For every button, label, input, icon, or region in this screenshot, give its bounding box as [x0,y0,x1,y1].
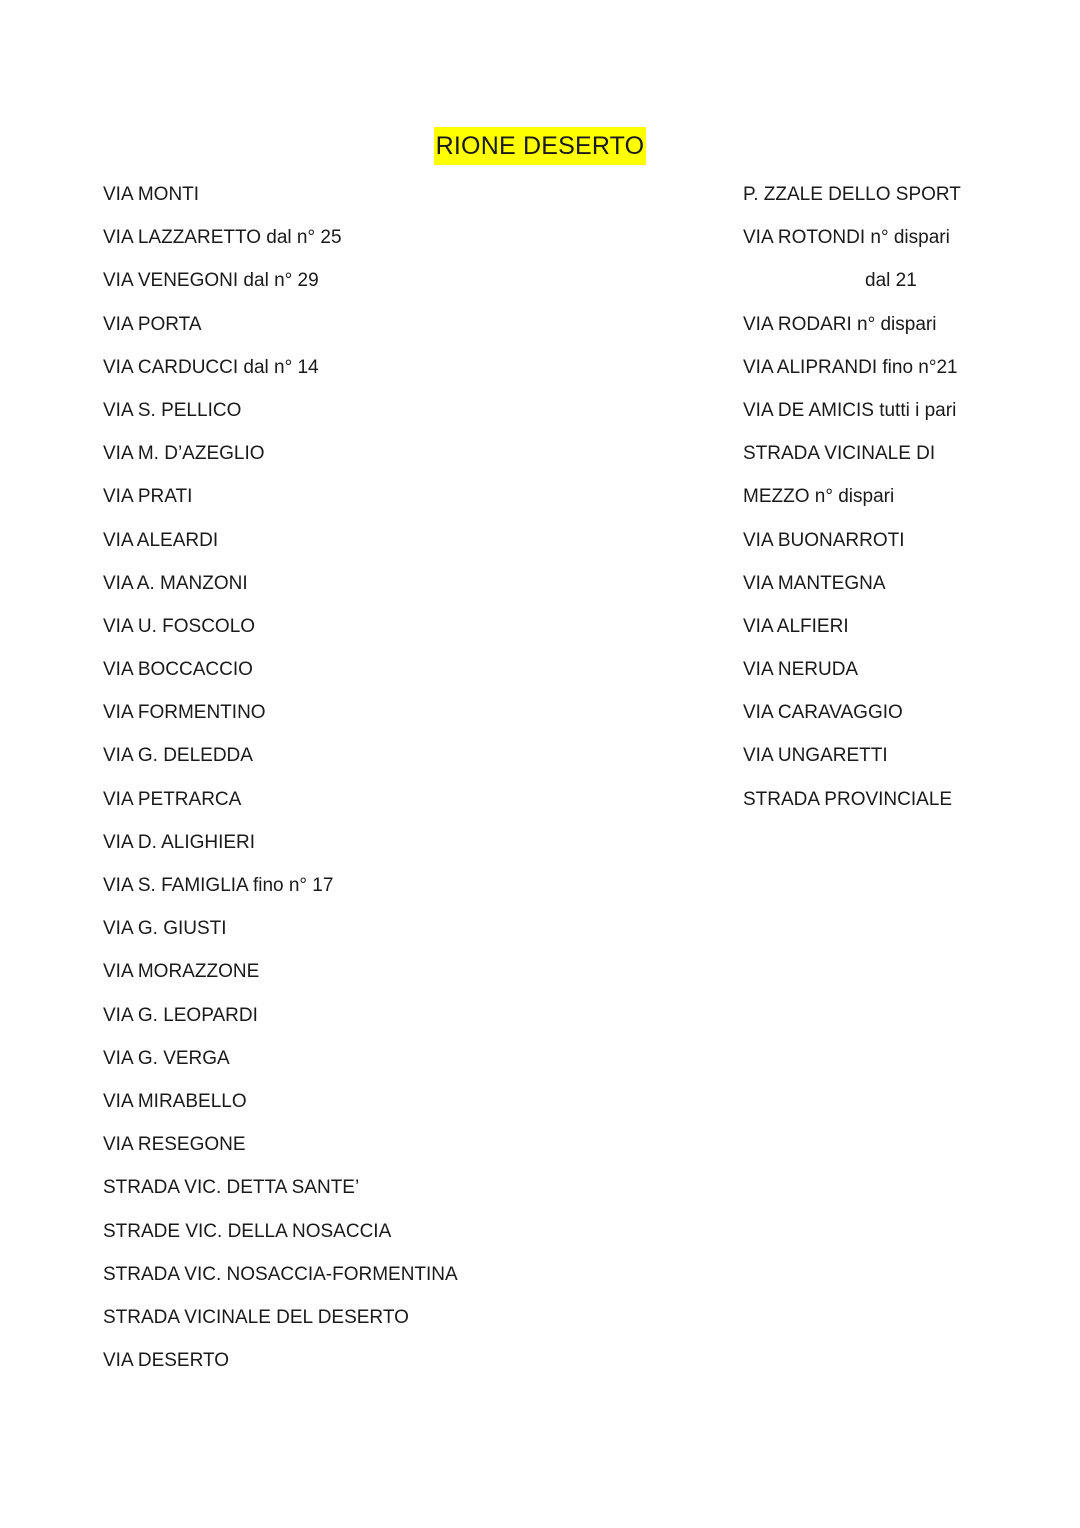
street-item: VIA DESERTO [103,1350,230,1372]
street-item: STRADA VIC. NOSACCIA-FORMENTINA [103,1263,458,1285]
street-item: VIA G. VERGA [103,1047,230,1069]
street-item: VIA VENEGONI dal n° 29 [103,270,319,292]
right-street-list [743,178,1073,826]
title-wrapper [0,127,1080,165]
street-item: VIA ALEARDI [103,529,219,551]
street-item: VIA LAZZARETTO dal n° 25 [103,227,342,249]
street-item: VIA ALIPRANDI fino n°21 [743,356,958,378]
street-item: VIA M. D’AZEGLIO [103,443,265,465]
street-item: VIA G. LEOPARDI [103,1004,258,1026]
street-item: VIA MORAZZONE [103,961,260,983]
street-item: VIA U. FOSCOLO [103,615,256,637]
street-item: VIA PORTA [103,313,202,335]
street-item: VIA MONTI [103,184,200,205]
street-item: STRADA VIC. DETTA SANTE’ [103,1177,360,1199]
street-item: VIA CARAVAGGIO [743,702,903,724]
street-item: VIA A. MANZONI [103,572,248,594]
street-item: STRADA VICINALE DI [743,443,936,465]
street-item: VIA NERUDA [743,659,859,681]
street-item: VIA RODARI n° dispari [743,313,937,335]
street-item: VIA G. GIUSTI [103,918,227,940]
street-item: VIA MIRABELLO [103,1090,247,1112]
street-item: VIA D. ALIGHIERI [103,831,256,853]
street-item: VIA RESEGONE [103,1134,246,1156]
street-item: VIA G. DELEDDA [103,745,253,767]
street-item: VIA FORMENTINO [103,702,266,724]
street-item: VIA MANTEGNA [743,572,886,594]
street-item: VIA PRATI [103,486,193,508]
street-item: VIA DE AMICIS tutti i pari [743,399,957,421]
street-item: VIA BOCCACCIO [103,659,253,681]
page-title: RIONE DESERTO [434,127,647,165]
street-item: VIA CARDUCCI dal n° 14 [103,356,319,378]
street-item: MEZZO n° dispari [743,486,895,508]
street-item: P. ZZALE DELLO SPORT [743,184,961,205]
street-item: VIA PETRARCA [103,788,242,810]
street-item: STRADE VIC. DELLA NOSACCIA [103,1220,392,1242]
street-item: VIA BUONARROTI [743,529,905,551]
street-item: STRADA VICINALE DEL DESERTO [103,1306,409,1328]
street-item: VIA ROTONDI n° dispari [743,227,950,249]
street-item: STRADA PROVINCIALE [743,788,953,810]
street-item: VIA ALFIERI [743,615,849,637]
left-street-list [103,178,583,1387]
street-item: VIA S. FAMIGLIA fino n° 17 [103,875,334,896]
street-item: VIA S. PELLICO [103,399,242,421]
street-item-continuation: dal 21 [865,270,917,292]
street-item: VIA UNGARETTI [743,745,888,767]
